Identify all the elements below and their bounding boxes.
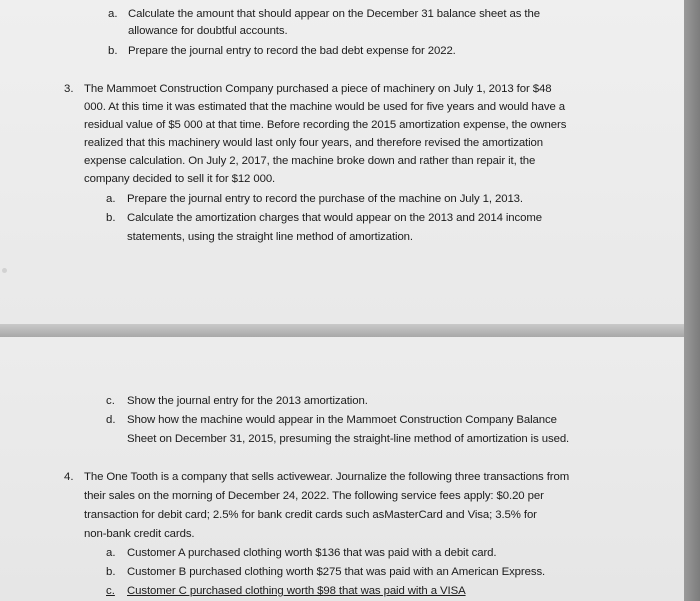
q4-text-line: non-bank credit cards.: [84, 528, 195, 540]
page-gap: [0, 324, 684, 337]
q3-text-line: The Mammoet Construction Company purchased a piece of machinery on July 1, 2013 for $48: [84, 83, 552, 95]
q3-item-a-line1: Prepare the journal entry to record the purchase of the machine on July 1, 2013.: [127, 193, 523, 205]
q4-text-line: their sales on the morning of December 24, 2022. The following service fees apply: $0.20 per: [84, 490, 544, 502]
q3-text-line: expense calculation. On July 2, 2017, the machine broke down and rather than repair it, the: [84, 155, 536, 167]
q3-text-line: 000. At this time it was estimated that the machine would be used for five years and would have a: [84, 101, 566, 113]
q3-item-b-marker: b.: [106, 212, 116, 224]
q3-text-line: realized that this machinery would last only four years, and therefore revised the amortization: [84, 137, 544, 149]
q3-item-d-line1: Show how the machine would appear in the Mammoet Construction Company Balance: [127, 414, 557, 426]
q3-text-line: company decided to sell it for $12 000.: [84, 173, 276, 185]
q2-item-a-line2: allowance for doubtful accounts.: [128, 25, 288, 37]
q3-item-a-marker: a.: [106, 193, 116, 205]
q4-item-a-line1: Customer A purchased clothing worth $136 that was paid with a debit card.: [127, 547, 497, 559]
q3-item-b-line2: statements, using the straight line method of amortization.: [127, 231, 413, 243]
q3-item-d-line2: Sheet on December 31, 2015, presuming the straight-line method of amortization is used.: [127, 433, 570, 445]
q3-number: 3.: [64, 83, 74, 95]
q3-item-c-marker: c.: [106, 395, 115, 407]
q4-item-c-line1: Customer C purchased clothing worth $98 that was paid with a VISA: [127, 585, 466, 597]
q3-item-b-line1: Calculate the amortization charges that would appear on the 2013 and 2014 income: [127, 212, 543, 224]
q3-item-d-marker: d.: [106, 414, 116, 426]
q4-number: 4.: [64, 471, 74, 483]
q2-item-b-marker: b.: [108, 45, 118, 57]
q4-item-c-marker: c.: [106, 585, 115, 597]
q2-item-b-line1: Prepare the journal entry to record the bad debt expense for 2022.: [128, 45, 456, 57]
document-page-bottom: [0, 337, 684, 601]
q4-text-line: The One Tooth is a company that sells activewear. Journalize the following three transactions from: [84, 471, 570, 483]
background-edge: [684, 0, 700, 601]
q2-item-a-marker: a.: [108, 8, 118, 20]
q4-item-b-line1: Customer B purchased clothing worth $275 that was paid with an American Express.: [127, 566, 546, 578]
page-speck: [2, 268, 7, 273]
q4-item-b-marker: b.: [106, 566, 116, 578]
q3-item-c-line1: Show the journal entry for the 2013 amortization.: [127, 395, 368, 407]
q4-item-a-marker: a.: [106, 547, 116, 559]
q4-text-line: transaction for debit card; 2.5% for bank credit cards such asMasterCard and Visa; 3.5% for: [84, 509, 537, 521]
q2-item-a-line1: Calculate the amount that should appear on the December 31 balance sheet as the: [128, 8, 540, 20]
q3-text-line: residual value of $5 000 at that time. Before recording the 2015 amortization expense, the owners: [84, 119, 567, 131]
